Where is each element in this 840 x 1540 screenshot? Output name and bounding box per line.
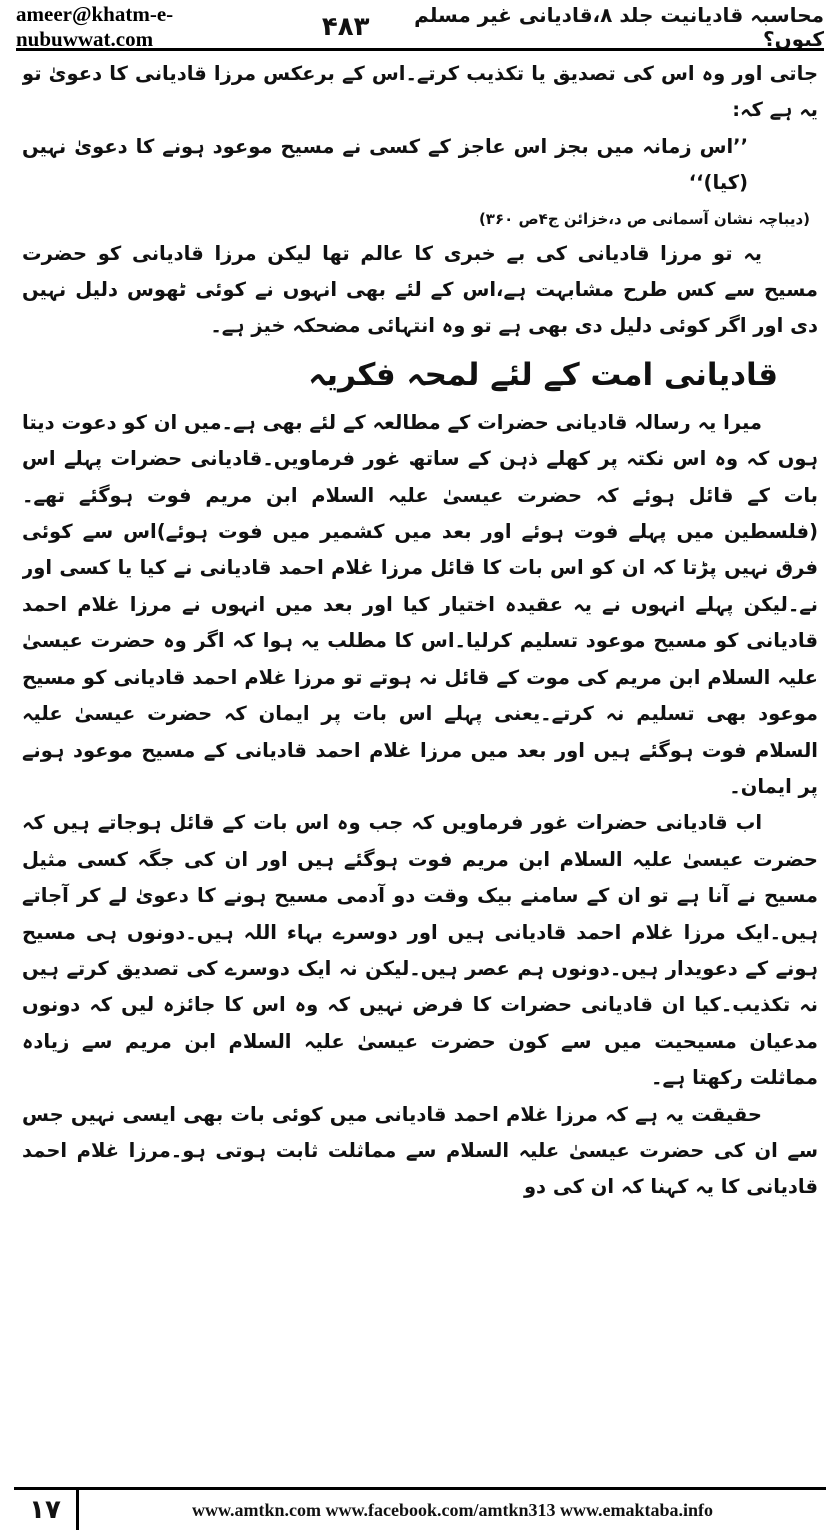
header-email[interactable]: ameer@khatm-e-nubuwwat.com xyxy=(16,2,174,51)
header-divider xyxy=(16,48,824,51)
quotation: ’’اس زمانہ میں بجز اس عاجز کے کسی نے مسیح موعود ہونے کا دعویٰ نہیں (کیا)‘‘ xyxy=(22,134,748,195)
paragraph-1: جاتی اور وہ اس کی تصدیق یا تکذیب کرتے۔اس کے برعکس مرزا قادیانی کا دعویٰ تو یہ ہے کہ: xyxy=(22,62,818,122)
footer-page-number: ۱۷ xyxy=(14,1490,79,1530)
paragraph-4: اب قادیانی حضرات غور فرماویں کہ جب وہ اس بات کے قائل ہوجاتے ہیں کہ حضرت عیسیٰ علیہ السلام ابن مریم فوت ہوگئے ہیں اور ان کی جگہ کسی مثیل مسیح نے آنا ہے تو ان کے سامنے بیک وقت دو آدمی مسیح ہونے کا دعویٰ لے کر آجاتے ہیں۔ایک مرزا غلام احمد قادیانی ہیں اور دوسرے بہاء اللہ ہیں۔دونوں ہی مسیح ہونے کے دعویدار ہیں۔دونوں ہم عصر ہیں۔لیکن نہ ایک دوسرے کی تصدیق کرتے ہیں نہ تکذیب۔کیا ان قادیانی حضرات کا فرض نہیں کہ وہ اس کا جائزہ لیں کہ دونوں مدعیان مسیحیت میں سے کون حضرت عیسیٰ علیہ السلام ابن مریم سے زیادہ مماثلت رکھتا ہے۔ xyxy=(22,811,818,1090)
paragraph-3: میرا یہ رسالہ قادیانی حضرات کے مطالعہ کے لئے بھی ہے۔میں ان کو دعوت دیتا ہوں کہ وہ اس نکتہ پر کھلے ذہن کے ساتھ غور فرماویں۔قادیانی حضرات پہلے اس بات کے قائل ہوئے کہ حضرت عیسیٰ علیہ السلام ابن مریم فوت ہوگئے تھے۔(فلسطین میں پہلے فوت ہوئے اور بعد میں کشمیر میں فوت ہوئے)اس سے کوئی فرق نہیں پڑتا کہ ان کو اس بات کا قائل مرزا غلام احمد قادیانی نے کیا یا کسی اور نے۔لیکن پہلے انہوں نے یہ عقیدہ اختیار کیا اور بعد میں انہوں نے مرزا غلام احمد قادیانی کو مسیح موعود تسلیم کرلیا۔اس کا مطلب یہ ہوا کہ اگر وہ حضرت عیسیٰ علیہ السلام ابن مریم کی موت کے قائل نہ ہوتے تو مرزا غلام احمد قادیانی کو مسیح موعود بھی تسلیم نہ کرتے۔یعنی پہلے اس بات پر ایمان کہ حضرت عیسیٰ علیہ السلام فوت ہوگئے ہیں اور بعد میں مرزا غلام احمد قادیانی کے مسیح موعود ہونے پر ایمان۔ xyxy=(22,410,818,798)
paragraph-5: حقیقت یہ ہے کہ مرزا غلام احمد قادیانی میں کوئی بات بھی ایسی نہیں جس سے ان کی حضرت عیسیٰ علیہ السلام سے مماثلت ثابت ہوتی ہو۔مرزا غلام احمد قادیانی کا یہ کہنا کہ ان کی دو xyxy=(22,1102,818,1199)
section-heading: قادیانی امت کے لئے لمحہ فکریہ xyxy=(308,356,778,393)
page-header xyxy=(16,2,824,51)
page-body xyxy=(22,56,818,1480)
citation: (دیباچہ نشان آسمانی ص د،خزائن ج۴ص ۳۶۰) xyxy=(478,209,810,228)
header-page-number: ۴۸۳ xyxy=(321,12,370,42)
page-footer xyxy=(14,1490,826,1530)
header-title: محاسبہ قادیانیت جلد ۸،قادیانی غیر مسلم کیوں؟ xyxy=(414,3,824,51)
footer-links[interactable]: www.amtkn.com www.facebook.com/amtkn313 www.emaktaba.info xyxy=(192,1499,713,1520)
paragraph-2: یہ تو مرزا قادیانی کی بے خبری کا عالم تھا لیکن مرزا قادیانی کو حضرت مسیح سے کس طرح مشابہت ہے،اس کے لئے بھی انہوں نے کوئی ٹھوس دلیل نہیں دی اور اگر کوئی دلیل دی بھی ہے تو وہ انتہائی مضحکہ خیز ہے۔ xyxy=(22,241,818,338)
